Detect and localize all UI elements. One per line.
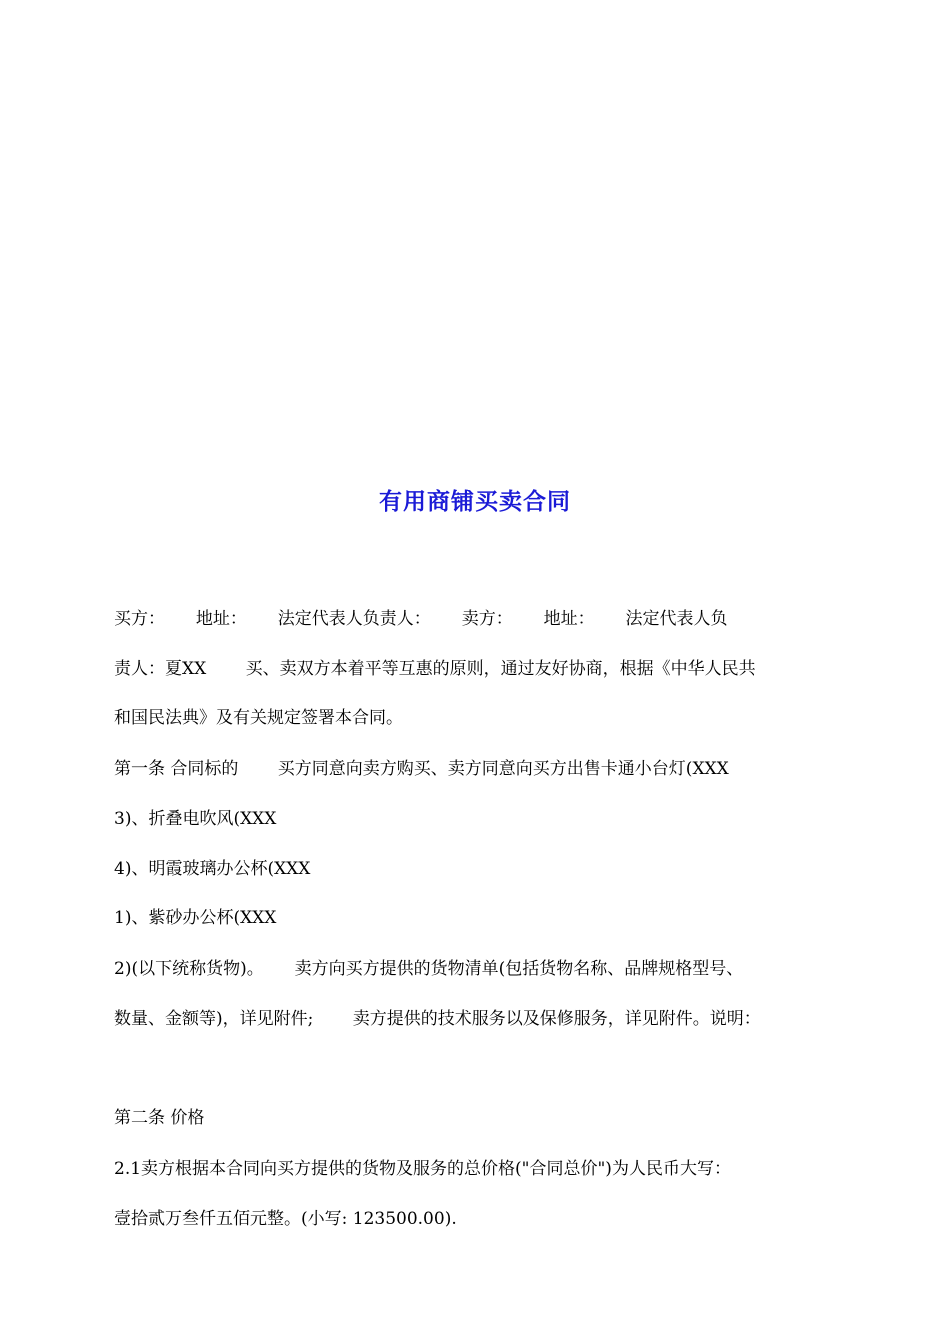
paragraph-line: 数量、金额等)，详见附件; 卖方提供的技术服务以及保修服务，详见附件。说明： — [114, 1009, 761, 1029]
paragraph-line: 壹拾贰万叁仟五佰元整。(小写: 123500.00). — [114, 1209, 457, 1229]
paragraph-line: 1)、紫砂办公杯(XXX — [114, 908, 277, 928]
paragraph-line: 2)(以下统称货物)。 卖方向买方提供的货物清单(包括货物名称、品牌规格型号、 — [114, 959, 744, 979]
section-heading-line: 第一条 合同标的 买方同意向卖方购买、卖方同意向买方出售卡通小台灯(XXX — [114, 759, 729, 779]
section-heading-line: 第二条 价格 — [114, 1108, 205, 1128]
paragraph-line: 责人：夏XX 买、卖双方本着平等互惠的原则，通过友好协商，根据《中华人民共 — [114, 659, 756, 679]
paragraph-line: 买方： 地址： 法定代表人负责人： 卖方： 地址： 法定代表人负 — [114, 609, 728, 629]
paragraph-line: 4)、明霞玻璃办公杯(XXX — [114, 859, 311, 879]
paragraph-line: 2.1卖方根据本合同向买方提供的货物及服务的总价格("合同总价")为人民币大写： — [114, 1159, 731, 1179]
document-title: 有用商铺买卖合同 — [379, 489, 571, 515]
paragraph-line: 3)、折叠电吹风(XXX — [114, 809, 277, 829]
paragraph-line: 和国民法典》及有关规定签署本合同。 — [114, 708, 403, 728]
